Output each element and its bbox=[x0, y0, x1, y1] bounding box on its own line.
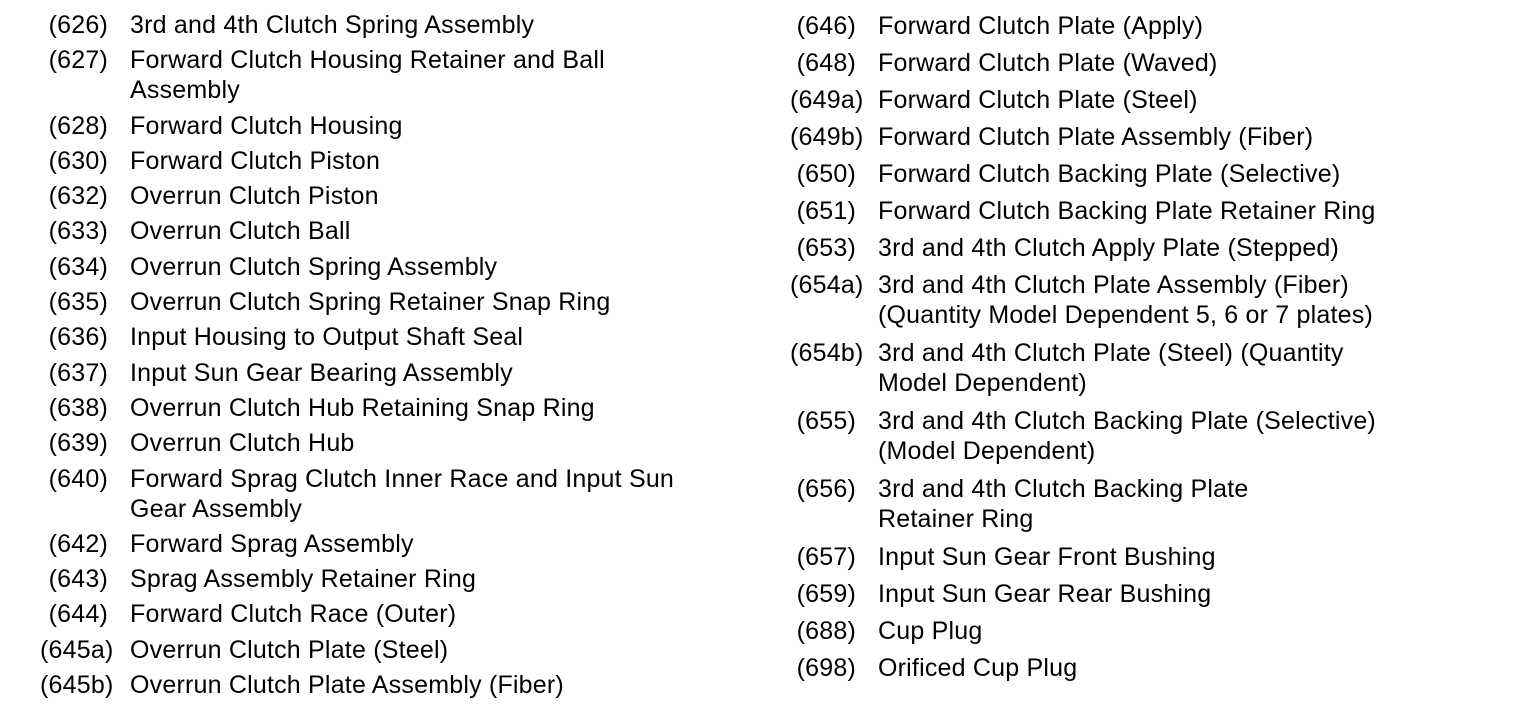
item-description: Forward Clutch Backing Plate (Selective) bbox=[878, 160, 1341, 188]
item-number: (657) bbox=[796, 543, 856, 571]
item-number: (655) bbox=[796, 407, 856, 435]
item-description: Overrun Clutch Piston bbox=[130, 182, 379, 211]
item-number: (688) bbox=[796, 617, 856, 645]
legend-item bbox=[790, 579, 1510, 609]
legend-item bbox=[40, 45, 740, 105]
legend-item bbox=[40, 635, 740, 665]
legend-item bbox=[40, 599, 740, 629]
legend-item bbox=[790, 270, 1510, 330]
item-number: (698) bbox=[796, 654, 856, 682]
item-description: 3rd and 4th Clutch Backing Plate (Selective) (Model Dependent) bbox=[878, 407, 1376, 465]
item-description: Overrun Clutch Spring Retainer Snap Ring bbox=[130, 288, 611, 317]
item-description: Forward Clutch Backing Plate Retainer Ring bbox=[878, 197, 1376, 225]
legend-column-left bbox=[40, 10, 740, 705]
item-number: (656) bbox=[796, 475, 856, 503]
item-number: (637) bbox=[48, 358, 108, 387]
legend-item bbox=[40, 216, 740, 246]
legend-item bbox=[790, 85, 1510, 115]
item-number: (626) bbox=[48, 11, 108, 39]
item-description: Forward Sprag Assembly bbox=[130, 529, 414, 558]
legend-item bbox=[40, 146, 740, 176]
legend-item bbox=[40, 287, 740, 317]
legend-item bbox=[790, 653, 1510, 683]
item-description: 3rd and 4th Clutch Plate (Steel) (Quantity Model Dependent) bbox=[878, 339, 1344, 397]
legend-item bbox=[790, 406, 1510, 466]
item-number: (654a) bbox=[790, 271, 864, 299]
item-number: (654b) bbox=[790, 339, 864, 367]
item-number: (646) bbox=[796, 12, 856, 40]
legend-item bbox=[40, 529, 740, 559]
item-number: (643) bbox=[48, 565, 108, 594]
item-description: Overrun Clutch Hub Retaining Snap Ring bbox=[130, 393, 595, 422]
legend-item bbox=[40, 252, 740, 282]
item-description: 3rd and 4th Clutch Apply Plate (Stepped) bbox=[878, 234, 1340, 262]
item-number: (649a) bbox=[790, 86, 864, 114]
item-description: Input Sun Gear Bearing Assembly bbox=[130, 358, 513, 387]
legend-item bbox=[790, 338, 1510, 398]
legend-item bbox=[790, 11, 1510, 41]
item-description: Overrun Clutch Plate Assembly (Fiber) bbox=[130, 671, 564, 700]
item-number: (642) bbox=[48, 529, 108, 558]
item-number: (644) bbox=[48, 600, 108, 629]
item-description: Forward Clutch Housing Retainer and Ball Assembly bbox=[130, 46, 605, 105]
item-description: Overrun Clutch Plate (Steel) bbox=[130, 635, 449, 664]
legend-item bbox=[790, 233, 1510, 263]
legend-item bbox=[790, 48, 1510, 78]
item-description: 3rd and 4th Clutch Spring Assembly bbox=[130, 11, 535, 39]
item-description: Sprag Assembly Retainer Ring bbox=[130, 565, 477, 594]
item-number: (653) bbox=[796, 234, 856, 262]
item-number: (645a) bbox=[40, 635, 114, 664]
legend-item bbox=[40, 181, 740, 211]
item-number: (638) bbox=[48, 393, 108, 422]
item-description: 3rd and 4th Clutch Backing Plate Retainer Ring bbox=[878, 475, 1249, 533]
legend-item bbox=[40, 564, 740, 594]
item-description: Forward Clutch Piston bbox=[130, 146, 381, 175]
item-number: (627) bbox=[48, 46, 108, 75]
item-number: (630) bbox=[48, 146, 108, 175]
item-description: Forward Clutch Plate (Waved) bbox=[878, 49, 1218, 77]
legend-item bbox=[790, 159, 1510, 189]
item-number: (649b) bbox=[790, 123, 864, 151]
item-number: (645b) bbox=[40, 671, 114, 700]
item-description: Forward Clutch Plate (Steel) bbox=[878, 86, 1198, 114]
legend-item bbox=[790, 542, 1510, 572]
legend-item bbox=[40, 10, 740, 40]
item-number: (639) bbox=[48, 429, 108, 458]
item-description: Forward Clutch Plate (Apply) bbox=[878, 12, 1204, 40]
legend-item bbox=[40, 393, 740, 423]
item-description: Forward Sprag Clutch Inner Race and Input Sun Gear Assembly bbox=[130, 464, 675, 523]
item-number: (651) bbox=[796, 197, 856, 225]
item-description: Overrun Clutch Spring Assembly bbox=[130, 252, 498, 281]
item-number: (635) bbox=[48, 288, 108, 317]
item-description: Cup Plug bbox=[878, 617, 983, 645]
item-description: Input Sun Gear Rear Bushing bbox=[878, 580, 1212, 608]
item-number: (640) bbox=[48, 464, 108, 493]
item-description: Forward Clutch Plate Assembly (Fiber) bbox=[878, 123, 1314, 151]
item-description: Overrun Clutch Hub bbox=[130, 429, 355, 458]
item-number: (633) bbox=[48, 217, 108, 246]
item-description: 3rd and 4th Clutch Plate Assembly (Fiber) (Quantity Model Dependent 5, 6 or 7 plates) bbox=[878, 271, 1373, 329]
item-description: Orificed Cup Plug bbox=[878, 654, 1078, 682]
legend-item bbox=[40, 428, 740, 458]
legend-item bbox=[790, 474, 1510, 534]
item-number: (628) bbox=[48, 111, 108, 140]
item-number: (650) bbox=[796, 160, 856, 188]
item-description: Forward Clutch Race (Outer) bbox=[130, 600, 457, 629]
item-number: (648) bbox=[796, 49, 856, 77]
legend-item bbox=[40, 111, 740, 141]
legend-item bbox=[790, 196, 1510, 226]
item-description: Input Sun Gear Front Bushing bbox=[878, 543, 1216, 571]
item-description: Input Housing to Output Shaft Seal bbox=[130, 323, 524, 352]
item-number: (632) bbox=[48, 182, 108, 211]
item-number: (659) bbox=[796, 580, 856, 608]
legend-item bbox=[40, 670, 740, 700]
item-description: Overrun Clutch Ball bbox=[130, 217, 351, 246]
legend-column-right bbox=[790, 11, 1510, 690]
item-description: Forward Clutch Housing bbox=[130, 111, 403, 140]
legend-item bbox=[40, 358, 740, 388]
legend-item bbox=[40, 464, 740, 524]
item-number: (636) bbox=[48, 323, 108, 352]
item-number: (634) bbox=[48, 252, 108, 281]
legend-item bbox=[790, 616, 1510, 646]
legend-item bbox=[790, 122, 1510, 152]
legend-item bbox=[40, 322, 740, 352]
